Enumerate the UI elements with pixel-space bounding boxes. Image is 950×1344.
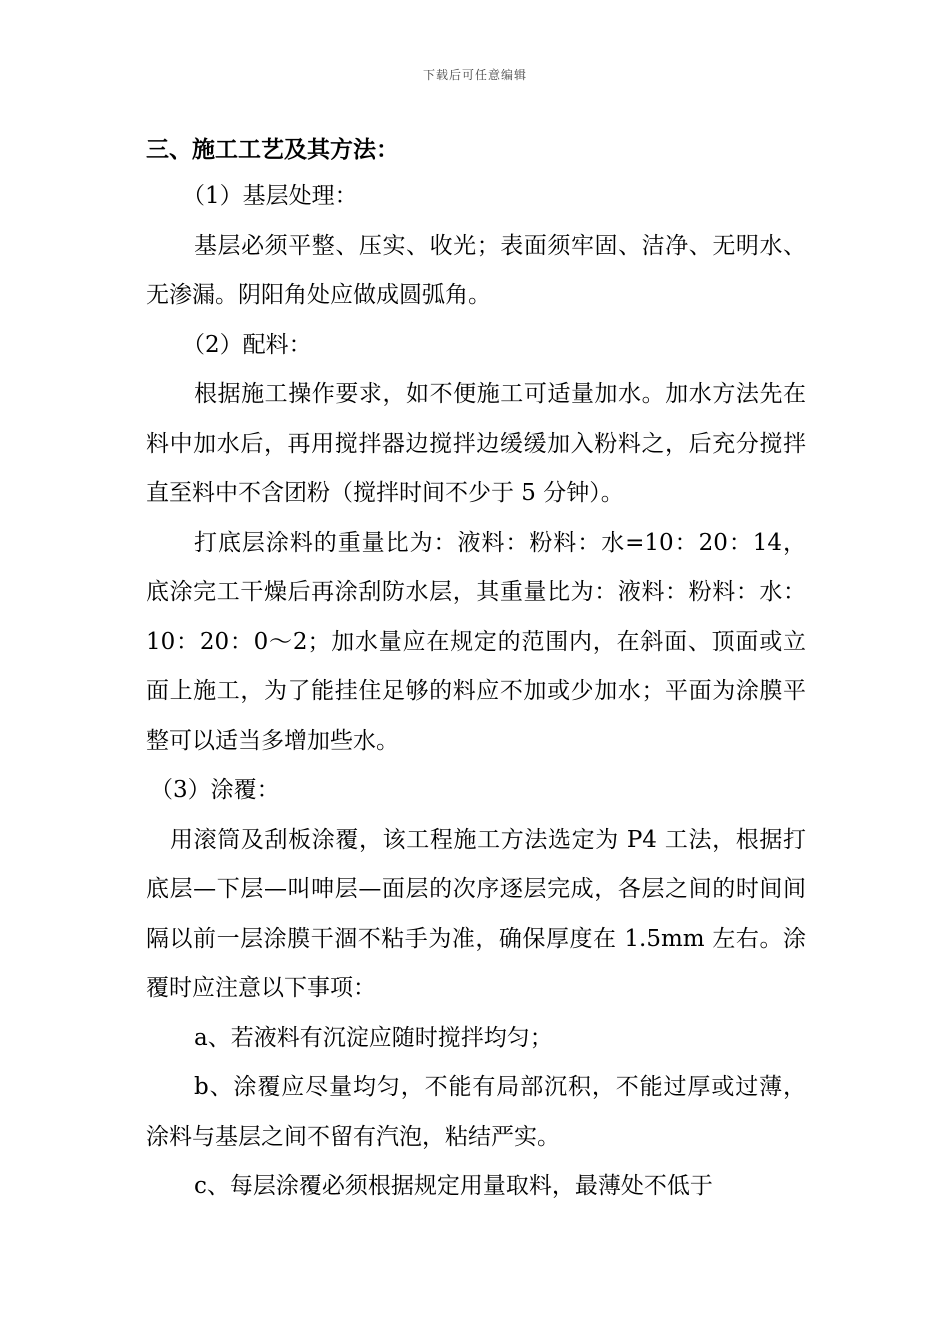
page-header-note: 下载后可任意编辑 <box>422 68 527 82</box>
paragraph-mixing-ratio: 打底层涂料的重量比为：液料：粉料：水=10：20：14，底涂完工干燥后再涂刮防水层，其重量比为：液料：粉料：水：10：20：0～2；加水量应在规定的范围内，在斜面、顶面或立面上施工，为了能挂住足够的料应不加或少加水；平面为涂膜平整可以适当多增加些水。 <box>146 529 806 754</box>
list-item-a: a、若液料有沉淀应随时搅拌均匀； <box>194 1024 553 1051</box>
section-title: 三、施工工艺及其方法： <box>146 136 399 163</box>
document-body <box>146 128 806 1212</box>
paragraph-base-treatment: 基层必须平整、压实、收光；表面须牢固、洁净、无明水、无渗漏。阴阳角处应做成圆弧角。 <box>146 232 806 308</box>
paragraph-coating-method: 用滚筒及刮板涂覆，该工程施工方法选定为 P4 工法，根据打底层—下层—叫呻层—面层的次序逐层完成，各层之间的时间间隔以前一层涂膜干涸不粘手为准，确保厚度在 1.5mm 左右。涂覆时应注意以下事项： <box>146 826 806 1001</box>
subsection-heading-base-treatment: （1）基层处理： <box>182 183 358 209</box>
list-item-c: c、每层涂覆必须根据规定用量取料，最薄处不低于 <box>194 1173 713 1199</box>
subsection-heading-mixing: （2）配料： <box>182 331 312 358</box>
paragraph-mixing-procedure: 根据施工操作要求，如不便施工可适量加水。加水方法先在料中加水后，再用搅拌器边搅拌边缓缓加入粉料之，后充分搅拌直至料中不含团粉（搅拌时间不少于 5 分钟）。 <box>146 381 806 506</box>
subsection-heading-coating: （3）涂覆： <box>150 777 280 803</box>
list-item-b: b、涂覆应尽量均匀，不能有局部沉积，不能过厚或过薄，涂料与基层之间不留有汽泡，粘结严实。 <box>146 1074 806 1150</box>
